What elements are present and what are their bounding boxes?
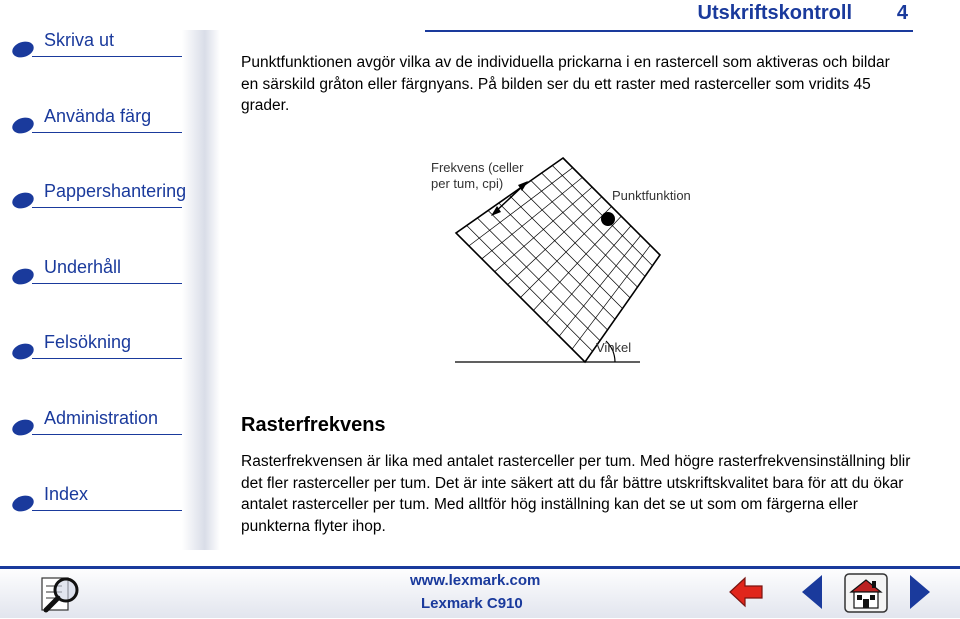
section-paragraph: Rasterfrekvensen är lika med antalet rasterceller per tum. Med högre rasterfrekvensinställning blir det fler rasterceller per tum. Det är inte säkert att du får bättre utskriftskvalitet bara för att du ökar antalet rasterceller per tum. Med alltför hög inställning kan det se ut som om färgerna eller punkterna flyter ihop. xyxy=(241,453,911,535)
sidebar-item-label[interactable]: Underhåll xyxy=(44,257,122,277)
sidebar-item-felsokning[interactable] xyxy=(12,332,184,364)
home-button[interactable] xyxy=(843,572,889,614)
back-button[interactable] xyxy=(728,574,764,610)
sidebar-item-pappershantering[interactable] xyxy=(12,181,187,213)
angle-label: Vinkel xyxy=(596,340,632,355)
nav-underline xyxy=(32,132,182,133)
grid-line xyxy=(546,226,631,323)
magnifier-icon xyxy=(36,572,88,614)
sidebar-item-index[interactable] xyxy=(12,484,184,516)
nav-underline xyxy=(32,434,182,435)
diagram-svg xyxy=(425,150,691,365)
house-icon xyxy=(843,572,889,614)
page-number: 4 xyxy=(896,2,908,24)
intro-paragraph: Punktfunktionen avgör vilka av de individuella prickarna i en rastercell som aktiveras och bildar en särskild gråton eller färgnyans. På bilden ser du ett raster med rasterceller som vridits 45 grader. xyxy=(241,54,890,114)
search-button[interactable] xyxy=(36,572,88,614)
page-title: Utskriftskontroll xyxy=(697,2,852,24)
website-link[interactable]: www.lexmark.com xyxy=(410,572,541,589)
sidebar-shadow xyxy=(182,30,220,550)
grid-line xyxy=(559,236,640,337)
sidebar-item-anvanda-farg[interactable] xyxy=(12,106,184,138)
sidebar-item-label[interactable]: Pappershantering xyxy=(44,181,187,201)
left-triangle-icon xyxy=(800,573,824,611)
sidebar-item-skriva-ut[interactable] xyxy=(12,30,184,62)
previous-page-button[interactable] xyxy=(800,573,824,611)
nav-underline xyxy=(32,283,182,284)
frequency-label-line2: per tum, cpi) xyxy=(431,176,504,191)
grid-line xyxy=(533,216,621,310)
nav-underline xyxy=(32,358,182,359)
sidebar-item-label[interactable]: Felsökning xyxy=(44,332,132,352)
right-triangle-icon xyxy=(908,573,932,611)
printer-model: Lexmark C910 xyxy=(421,595,523,612)
page-header xyxy=(425,0,960,34)
nav-underline xyxy=(32,510,182,511)
sidebar-item-label[interactable]: Skriva ut xyxy=(44,30,115,50)
section-heading: Rasterfrekvens xyxy=(241,414,386,436)
sidebar-item-administration[interactable] xyxy=(12,408,184,440)
halftone-screen-diagram xyxy=(425,150,691,365)
red-left-arrow-icon xyxy=(728,574,764,610)
frequency-label-line1: Frekvens (celler xyxy=(431,160,524,175)
sidebar-item-label[interactable]: Använda färg xyxy=(44,106,152,126)
next-page-button[interactable] xyxy=(908,573,932,611)
sidebar-nav xyxy=(0,0,215,565)
sidebar-item-underhall[interactable] xyxy=(12,257,184,289)
dot-function-marker xyxy=(601,212,615,226)
footer-bar xyxy=(0,566,960,618)
sidebar-item-label[interactable]: Administration xyxy=(44,408,159,428)
sidebar-item-label[interactable]: Index xyxy=(44,484,89,504)
dot-function-label: Punktfunktion xyxy=(612,188,691,203)
nav-underline xyxy=(32,56,182,57)
footer-divider xyxy=(0,566,960,569)
nav-underline xyxy=(32,207,182,208)
header-divider xyxy=(425,30,913,32)
